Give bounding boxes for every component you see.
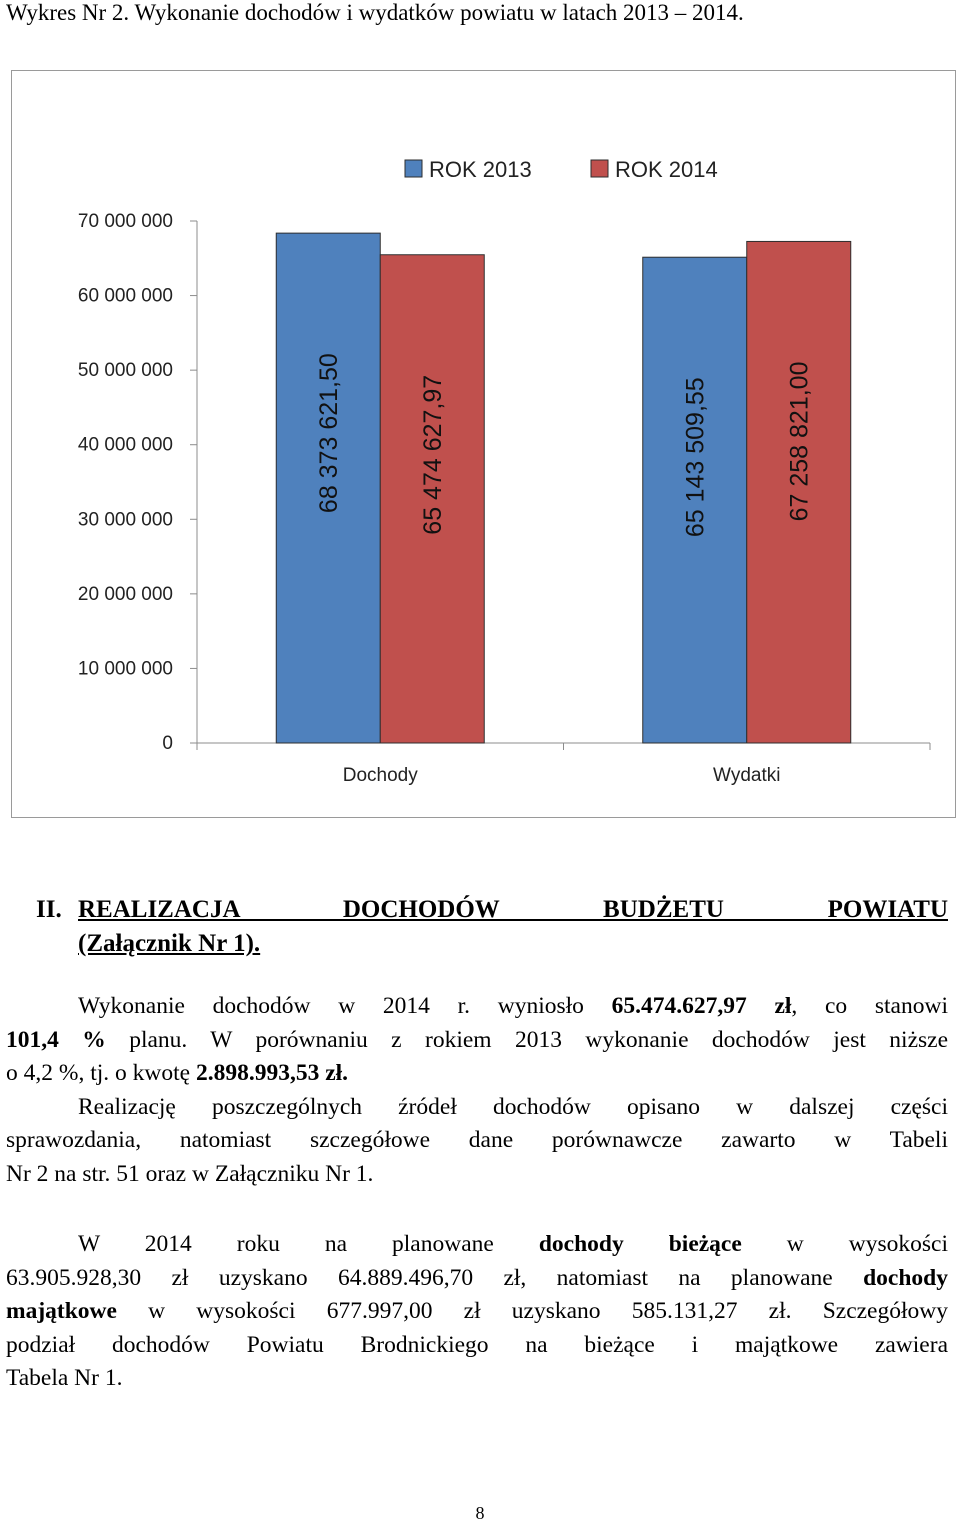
data-label: 67 258 821,00 (785, 361, 814, 522)
text-line (6, 1124, 948, 1158)
text-line (6, 1024, 948, 1058)
bold-percent: 101,4 % (6, 1026, 106, 1053)
section-title: REALIZACJA DOCHODÓW BUDŻETU POWIATU (78, 896, 948, 923)
text-line (6, 1091, 948, 1125)
y-tick-label: 70 000 000 (77, 211, 173, 232)
data-label: 65 143 509,55 (681, 377, 710, 538)
legend-swatch (405, 160, 422, 177)
paragraph-income-types (6, 1228, 948, 1396)
figure-caption: Wykres Nr 2. Wykonanie dochodów i wydatków powiatu w latach 2013 – 2014. (6, 0, 744, 25)
bold-amount: 2.898.993,53 zł (195, 1060, 343, 1086)
y-tick-label: 40 000 000 (77, 434, 173, 456)
page-number: 8 (475, 1503, 485, 1523)
text: 63.905.928,30 zł uzyskano 64.889.496,70 zł, natomiast na planowane (6, 1264, 864, 1291)
y-tick-label: 20 000 000 (77, 583, 173, 605)
section-number: II. (36, 896, 62, 923)
y-tick-label: 60 000 000 (77, 285, 173, 307)
bold-term: dochody bieżące (538, 1231, 742, 1257)
text: Tabela Nr 1. (6, 1365, 123, 1391)
text: sprawozdania, natomiast szczegółowe dane porównawcze zawarto w Tabeli (6, 1127, 948, 1153)
y-tick-label: 30 000 000 (77, 509, 173, 531)
text-line (6, 1362, 948, 1396)
text: w wysokości (741, 1231, 948, 1257)
text-line (6, 990, 948, 1024)
text: podział dochodów Powiatu Brodnickiego na bieżące i majątkowe zawiera (6, 1331, 948, 1358)
text: W 2014 roku na planowane (78, 1231, 539, 1257)
y-tick-label: 0 (162, 733, 173, 754)
text-line (6, 1329, 948, 1363)
text: Nr 2 na str. 51 oraz w Załączniku Nr 1. (6, 1160, 374, 1187)
data-label: 68 373 621,50 (315, 353, 344, 514)
text: o 4,2 %, tj. o kwotę (6, 1060, 196, 1086)
text-line (6, 1295, 948, 1329)
text: Realizację poszczególnych źródeł dochodów opisano w dalszej części (78, 1093, 948, 1120)
section-title-annex: (Załącznik Nr 1). (78, 930, 261, 957)
text-line (6, 1057, 948, 1091)
x-tick-label: Wydatki (713, 765, 781, 786)
text-line (6, 1262, 948, 1296)
data-label: 65 474 627,97 (419, 374, 448, 535)
bar-chart (11, 70, 956, 818)
bold-term: dochody (863, 1264, 948, 1291)
y-tick-label: 50 000 000 (77, 360, 173, 382)
y-tick-label: 10 000 000 (77, 658, 173, 680)
text: . (342, 1060, 349, 1086)
text: w wysokości 677.997,00 zł uzyskano 585.131,27 zł. Szczegółowy (116, 1298, 948, 1324)
legend-label: ROK 2013 (429, 157, 532, 182)
paragraph-income-summary (6, 990, 948, 1191)
text: Wykonanie dochodów w 2014 r. wyniosło (78, 993, 612, 1019)
chart-svg (12, 71, 957, 819)
x-tick-label: Dochody (342, 765, 418, 786)
text-line (6, 1158, 948, 1192)
text: planu. W porównaniu z rokiem 2013 wykonanie dochodów jest niższe (105, 1026, 949, 1053)
bold-term: majątkowe (6, 1298, 117, 1324)
text-line (6, 1228, 948, 1262)
legend-label: ROK 2014 (615, 157, 718, 182)
legend-swatch (591, 160, 608, 177)
text: , co stanowi (791, 993, 948, 1019)
bold-amount: 65.474.627,97 zł (611, 993, 792, 1019)
